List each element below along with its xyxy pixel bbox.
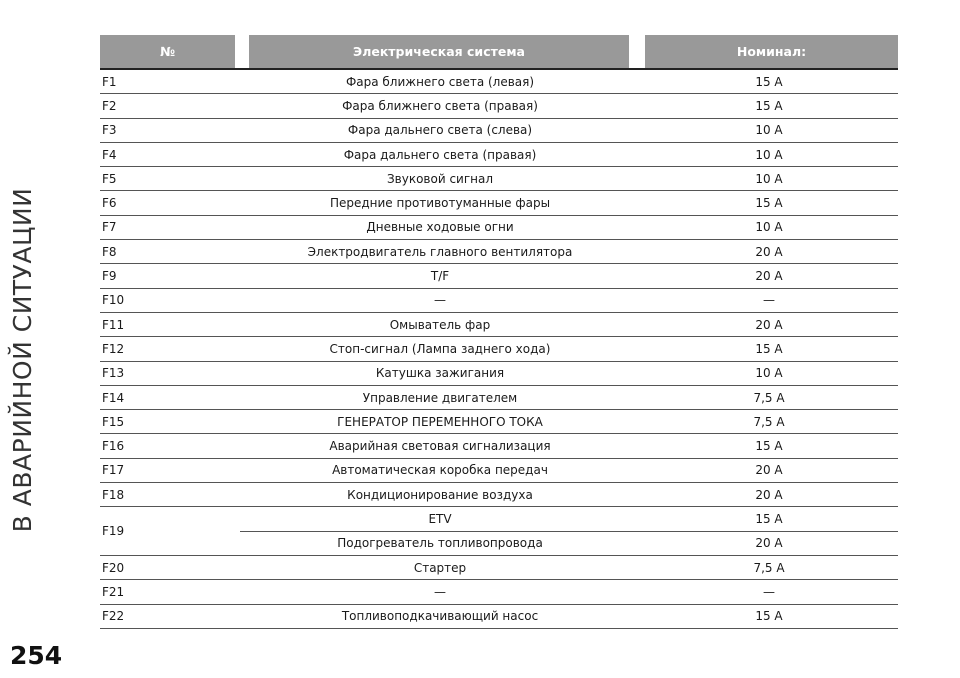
fuse-system: Аварийная световая сигнализация: [329, 439, 551, 454]
table-row: [100, 580, 898, 604]
table-row: [100, 362, 898, 386]
f19-subrow: [240, 507, 898, 530]
table-row: [100, 94, 898, 118]
fuse-system: Звуковой сигнал: [386, 171, 494, 186]
fuse-rating: 7,5 A: [753, 560, 785, 575]
table-row: [100, 434, 898, 458]
fuse-rating: 20 A: [755, 244, 783, 259]
fuse-id: F5: [102, 171, 117, 186]
fuse-id: F20: [102, 560, 125, 575]
fuse-id: F19: [102, 524, 125, 539]
fuse-system: Катушка зажигания: [375, 366, 505, 381]
fuse-id: F14: [102, 390, 125, 405]
fuse-rating: 15 A: [755, 511, 783, 526]
table-row: [100, 459, 898, 483]
table-row: [100, 483, 898, 507]
fuse-id: F3: [102, 123, 117, 138]
fuse-system: Омыватель фар: [389, 317, 491, 332]
fuse-system: Стартер: [413, 560, 467, 575]
table-row: [100, 143, 898, 167]
table-row: [100, 410, 898, 434]
fuse-system: Стоп-сигнал (Лампа заднего хода): [329, 341, 551, 356]
fuse-system: Автоматическая коробка передач: [332, 463, 548, 478]
table-row: [100, 605, 898, 629]
fuse-system: ГЕНЕРАТОР ПЕРЕМЕННОГО ТОКА: [337, 414, 543, 429]
fuse-rating: 15 A: [755, 74, 783, 89]
fuse-id: F2: [102, 98, 117, 113]
header-number: №: [100, 35, 235, 68]
fuse-id: F9: [102, 269, 117, 284]
fuse-system: Фара ближнего света (левая): [345, 74, 535, 89]
f19-subrow: [240, 531, 898, 555]
fuse-rating: 10 A: [755, 123, 783, 138]
fuse-rating: 15 A: [755, 196, 783, 211]
fuse-rating: 15 A: [755, 341, 783, 356]
fuse-rating: 10 A: [755, 220, 783, 235]
fuse-rating: 20 A: [755, 487, 783, 502]
fuse-system: T/F: [430, 269, 450, 284]
table-row: [100, 337, 898, 361]
fuse-id: F17: [102, 463, 125, 478]
fuse-id: F4: [102, 147, 117, 162]
fuse-id: F6: [102, 196, 117, 211]
f19-subrows: [240, 507, 898, 555]
fuse-id: F13: [102, 366, 125, 381]
fuse-system: —: [434, 584, 446, 599]
table-row: [100, 313, 898, 337]
fuse-rating: 20 A: [755, 463, 783, 478]
fuse-system: Фара ближнего света (правая): [342, 98, 538, 113]
fuse-system: Электродвигатель главного вентилятора: [307, 244, 573, 259]
fuse-rating: 10 A: [755, 147, 783, 162]
fuse-rating: 20 A: [755, 269, 783, 284]
table-row: [100, 167, 898, 191]
fuse-id: F21: [102, 584, 125, 599]
fuse-id: F8: [102, 244, 117, 259]
table-row: [100, 119, 898, 143]
fuse-rating: 10 A: [755, 171, 783, 186]
fuse-id: F1: [102, 74, 117, 89]
table-row: [100, 386, 898, 410]
page-number: 254: [10, 641, 63, 670]
fuse-rating: 20 A: [755, 317, 783, 332]
table-row: [100, 216, 898, 240]
table-row: [100, 70, 898, 94]
table-row: [100, 556, 898, 580]
table-body: [100, 70, 898, 629]
fuse-rating: 20 A: [755, 536, 783, 551]
header-rating: Номинал:: [645, 35, 898, 68]
fuse-rating: 7,5 A: [753, 390, 785, 405]
section-side-title: В АВАРИЙНОЙ СИТУАЦИИ: [8, 187, 37, 533]
header-electrical-system: Электрическая система: [249, 35, 629, 68]
fuse-system: Передние противотуманные фары: [329, 196, 551, 211]
fuse-system: Топливоподкачивающий насос: [341, 609, 539, 624]
table-row: [100, 240, 898, 264]
table-row-f19: [100, 507, 898, 556]
fuse-system: Подогреватель топливопровода: [337, 536, 543, 551]
fuse-system: Кондиционирование воздуха: [347, 487, 533, 502]
fuse-system: Фара дальнего света (слева): [347, 123, 533, 138]
table-row: [100, 264, 898, 288]
fuse-id: F7: [102, 220, 117, 235]
table-row: [100, 191, 898, 215]
fuse-id: F10: [102, 293, 125, 308]
fuse-rating: —: [763, 293, 775, 308]
table-row: [100, 289, 898, 313]
fuse-id: F12: [102, 341, 125, 356]
fuse-system: Фара дальнего света (правая): [343, 147, 537, 162]
fuse-system: —: [434, 293, 446, 308]
fuse-rating: 15 A: [755, 98, 783, 113]
fuse-rating: 15 A: [755, 439, 783, 454]
fuse-id: F11: [102, 317, 125, 332]
fuse-id: F18: [102, 487, 125, 502]
fuse-system: Управление двигателем: [362, 390, 518, 405]
fuse-id: F16: [102, 439, 125, 454]
fuse-rating: 15 A: [755, 609, 783, 624]
fuse-id: F15: [102, 414, 125, 429]
fuse-rating: —: [763, 584, 775, 599]
fuse-system: ETV: [428, 511, 452, 526]
fuse-table: [100, 35, 898, 629]
fuse-system: Дневные ходовые огни: [366, 220, 514, 235]
fuse-rating: 7,5 A: [753, 414, 785, 429]
fuse-id: F22: [102, 609, 125, 624]
table-header: [100, 35, 898, 70]
fuse-rating: 10 A: [755, 366, 783, 381]
